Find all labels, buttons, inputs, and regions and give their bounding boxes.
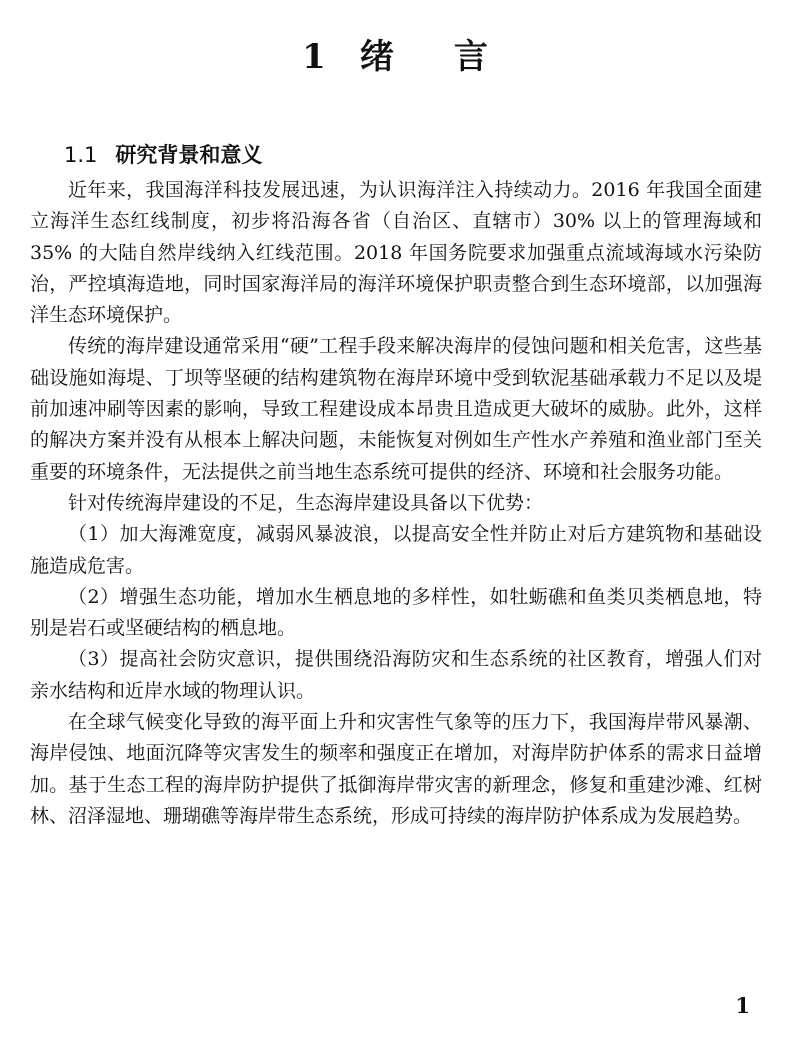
chapter-title [0,34,790,80]
paragraph: 在全球气候变化导致的海平面上升和灾害性气象等的压力下，我国海岸带风暴潮、海岸侵蚀、地面沉降等灾害发生的频率和强度正在增加，对海岸防护体系的需求日益增加。基于生态工程的海岸防护提供了抵御海岸带灾害的新理念，修复和重建沙滩、红树林、沼泽湿地、珊瑚礁等海岸带生态系统，形成可持续的海岸防护体系成为发展趋势。 [30,711,762,827]
chapter-title-char-2: 言 [453,37,488,77]
section-title: 研究背景和意义 [115,143,263,167]
page-number: 1 [735,993,750,1018]
list-item: （1）加大海滩宽度，减弱风暴波浪，以提高安全性并防止对后方建筑物和基础设施造成危害。 [30,523,762,577]
list-item: （3）提高社会防灾意识，提供围绕沿海防灾和生态系统的社区教育，增强人们对亲水结构和近岸水域的物理认识。 [30,648,762,702]
paragraph: 针对传统海岸建设的不足，生态海岸建设具备以下优势： [68,491,544,514]
paragraph: 传统的海岸建设通常采用“硬”工程手段来解决海岸的侵蚀问题和相关危害，这些基础设施如海堤、丁坝等坚硬的结构建筑物在海岸环境中受到软泥基础承载力不足以及堤前加速冲刷等因素的影响，导致工程建设成本昂贵且造成更大破坏的威胁。此外，这样的解决方案并没有从根本上解决问题，未能恢复对例如生产性水产养殖和渔业部门至关重要的环境条件，无法提供之前当地生态系统可提供的经济、环境和社会服务功能。 [30,335,762,483]
chapter-number: 1 [302,37,326,77]
list-item: （2）增强生态功能，增加水生栖息地的多样性，如牡蛎礁和鱼类贝类栖息地，特别是岩石或坚硬结构的栖息地。 [30,585,762,640]
section-number: 1.1 [64,143,98,167]
chapter-title-char-1: 绪 [359,37,394,77]
body-text [30,175,762,832]
section-heading [64,140,262,170]
paragraph: 近年来，我国海洋科技发展迅速，为认识海洋注入持续动力。2016 年我国全面建立海洋生态红线制度，初步将沿海各省（自治区、直辖市）30% 以上的管理海域和 35% 的大陆自然岸线纳入红线范围。2018 年国务院要求加强重点流域海域水污染防治，严控填海造地，同时国家海洋局的海洋环境保护职责整合到生态环境部，以加强海洋生态环境保护。 [30,179,762,327]
